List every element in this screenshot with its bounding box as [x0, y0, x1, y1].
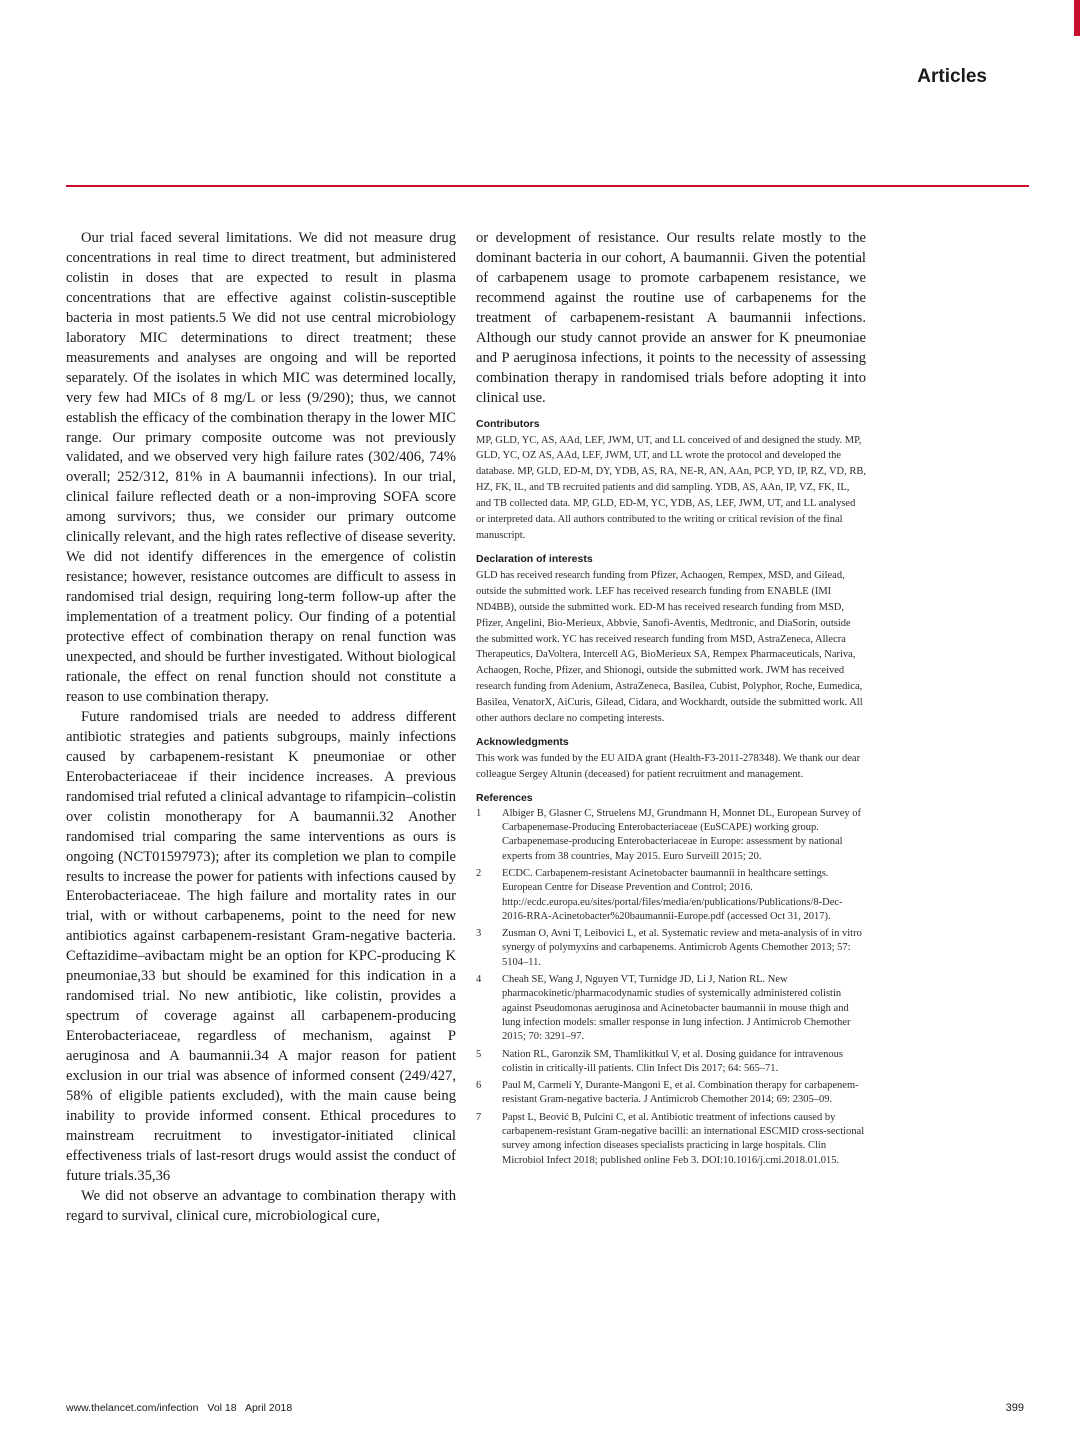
references-section — [476, 791, 866, 1168]
reference-text: Papst L, Beović B, Pulcini C, et al. Antibiotic treatment of infections caused by carbapenem-resistant Gram-negative bacilli: an international ESCMID cross-sectional survey among infection diseases specialists practicing in large hospitals. Clin Microbiol Infect 2018; published online Feb 3. DOI:10.1016/j.cmi.2018.01.015. — [502, 1111, 865, 1166]
reference-item — [476, 867, 866, 924]
reference-number: 2 — [476, 867, 482, 879]
reference-item — [476, 973, 866, 1044]
interests-heading: Declaration of interests — [476, 552, 593, 565]
references-heading: References — [476, 791, 533, 804]
interests-text: GLD has received research funding from Pfizer, Achaogen, Rempex, MSD, and Gilead, outside the submitted work. LEF has received research funding from ENABLE (IMI ND4BB), outside the submitted work. ED-M has received research funding from MSD, Pfizer, Angelini, Bio-Merieux, Abbvie, Sanofi-Aventis, Medtronic, and DiaSorin, outside the submitted work. YC has received research funding from MSD, AstraZeneca, Allecra Therapeutics, DaVoltera, Intercell AG, BioMerieux SA, Rempex Pharmaceuticals, Nariva, Achaogen, Roche, Pfizer, and Shionogi, outside the submitted work. JWM has received research funding from Adenium, AstraZeneca, Basilea, Cubist, Polyphor, Roche, Eumedica, Basilea, VenatorX, AiCuris, Gilead, Cidara, and Wockhardt, outside the submitted work. All other authors declare no competing interests. — [476, 569, 863, 725]
edge-marker — [1074, 0, 1080, 36]
reference-number: 1 — [476, 807, 482, 819]
paragraph-limitations: Our trial faced several limitations. We did not measure drug concentrations in real time to direct treatment, but administered colistin in doses that are expected to result in plasma concentrations that are effective against colistin-susceptible bacteria in most patients.5 We did not use central microbiology laboratory MIC determinations to direct treatment; these measurements and analyses are ongoing and will be reported separately. Of the isolates in which MIC was determined locally, very few had MICs of 8 mg/L or less (9/290); thus, we cannot establish the efficacy of the combination therapy in the lower MIC range. Our primary composite outcome was not previously validated, and we observed very high failure rates (302/406, 74% overall; 252/312, 81% in A baumannii infections). In our trial, clinical failure reflected death or a non-improving SOFA score among survivors; thus, we consider our primary outcome clinically relevant, and the high rates reflective of disease severity. We did not identify differences in the emergence of colistin resistance; however, resistance outcomes are difficult to assess in randomised trial design, requiring long-term follow-up after the implementation of a treatment policy. Our finding of a potential protective effect of combination therapy on renal function was unexpected, and should be further investigated. Without biological rationale, the effect on renal function should not constitute a reason to use combination therapy. — [66, 230, 456, 705]
reference-text: Nation RL, Garonzik SM, Thamlikitkul V, et al. Dosing guidance for intravenous colistin in critically-ill patients. Clin Infect Dis 2017; 64: 565–71. — [502, 1048, 843, 1074]
reference-item — [476, 927, 866, 970]
paragraph-conclusion-start: We did not observe an advantage to combination therapy with regard to survival, clinical cure, microbiological cure, — [66, 1187, 456, 1224]
section-label: Articles — [917, 66, 987, 87]
acknowledgments-section — [476, 735, 866, 783]
contributors-text: MP, GLD, YC, AS, AAd, LEF, JWM, UT, and LL conceived of and designed the study. MP, GLD, YC, OZ AS, AAd, LEF, JWM, UT, and LL wrote the protocol and developed the database. MP, GLD, ED-M, DY, YDB, AS, RA, NE-R, AN, AAn, PCP, YD, IP, RZ, VD, RB, HZ, FK, IL, and TB recruited patients and did sampling. YDB, AS, AAn, IP, VZ, FK, IL, and TB collected data. MP, GLD, ED-M, YC, YDB, AS, LEF, JWM, UT, and LL analysed or interpreted data. All authors contributed to the writing or critical revision of the final manuscript. — [476, 434, 866, 542]
right-column — [476, 229, 866, 1171]
header-rule — [66, 185, 1029, 187]
reference-item — [476, 1111, 866, 1168]
paragraph-future-trials: Future randomised trials are needed to address different antibiotic strategies and patients subgroups, mainly infections caused by carbapenem-resistant K pneumoniae or other Enterobacteriaceae if their incidence increases. A previous randomised trial refuted a clinical advantage to rifampicin–colistin over colistin monotherapy for A baumannii.32 Another randomised trial comparing the same interventions as ours is ongoing (NCT01597973); after its completion we plan to compile results to increase the power for patients with infections caused by Enterobacteriaceae. The high failure and mortality rates in our trial, with or without carbapenems, point to the need for new antibiotics against carbapenem-resistant Gram-negative bacteria. Ceftazidime–avibactam might be an option for KPC-producing K pneumoniae,33 but should be examined for this indication in a randomised trial. No new antibiotic, like colistin, provides a spectrum of coverage against all carbapenem-producing Enterobacteriaceae, regardless of mechanism, against P aeruginosa and A baumannii.34 A major reason for patient exclusion in our trial was absence of informed consent (249/427, 58% of eligible patients excluded), with the main cause being inability to provide informed consent. Ethical procedures to mainstream recruitment to investigator-initiated clinical effectiveness trials of last-resort drugs would assist the conduct of future trials.35,36 — [66, 708, 456, 1184]
reference-text: Cheah SE, Wang J, Nguyen VT, Turnidge JD, Li J, Nation RL. New pharmacokinetic/pharmacodynamic studies of systemically administered colistin against Pseudomonas aeruginosa and Acinetobacter baumannii in mouse thigh and lung infection models: smaller response in lung infection. J Antimicrob Chemother 2015; 70: 3291–97. — [502, 974, 851, 1043]
interests-section — [476, 552, 866, 727]
reference-item — [476, 1079, 866, 1108]
reference-number: 3 — [476, 928, 482, 940]
reference-text: Zusman O, Avni T, Leibovici L, et al. Systematic review and meta-analysis of in vitro synergy of polymyxins and carbapenems. Antimicrob Agents Chemother 2013; 57: 5104–11. — [502, 928, 862, 968]
contributors-heading: Contributors — [476, 417, 540, 430]
footer-citation — [66, 1402, 298, 1414]
reference-list — [476, 807, 866, 1168]
footer-url[interactable]: www.thelancet.com/infection — [66, 1402, 199, 1414]
reference-number: 5 — [476, 1048, 482, 1060]
reference-number: 6 — [476, 1080, 482, 1092]
reference-text: Albiger B, Glasner C, Struelens MJ, Grundmann H, Monnet DL, European Survey of Carbapenemase-Producing Enterobacteriaceae (EuSCAPE) working group. Carbapenemase-producing Enterobacteriaceae in Europe: assessment by national experts from 38 countries, May 2015. Euro Surveill 2015; 20. — [502, 807, 861, 862]
reference-number: 4 — [476, 974, 482, 986]
left-column — [66, 229, 456, 1227]
acknowledgments-text: This work was funded by the EU AIDA grant (Health-F3-2011-278348). We thank our dear colleague Sergey Altunin (deceased) for patient recruitment and management. — [476, 752, 861, 780]
contributors-section — [476, 417, 866, 544]
reference-item — [476, 807, 866, 864]
reference-text: ECDC. Carbapenem-resistant Acinetobacter baumannii in healthcare settings. European Centre for Disease Prevention and Control; 2016. http://ecdc.europa.eu/sites/portal/files/media/en/publications/Publications/8-Dec-2016-RRA-Acinetobacter%20baumannii-Europe.pdf (accessed Oct 31, 2017). — [502, 867, 843, 922]
acknowledgments-heading: Acknowledgments — [476, 735, 569, 748]
page-number: 399 — [1005, 1402, 1024, 1414]
reference-item — [476, 1048, 866, 1077]
reference-number: 7 — [476, 1111, 482, 1123]
reference-text: Paul M, Carmeli Y, Durante-Mangoni E, et al. Combination therapy for carbapenem-resistant Gram-negative bacteria. J Antimicrob Chemother 2014; 69: 2305–09. — [502, 1080, 859, 1106]
footer-volume: Vol 18 — [207, 1402, 237, 1414]
paragraph-conclusion-continued: or development of resistance. Our results relate mostly to the dominant bacteria in our cohort, A baumannii. Given the potential of carbapenem usage to promote carbapenem resistance, we recommend against the routine use of carbapenems for the treatment of carbapenem-resistant A baumannii infections. Although our study cannot provide an answer for K pneumoniae and P aeruginosa infections, it points to the necessity of assessing combination therapy in randomised trials before adopting it into clinical use. — [476, 230, 866, 406]
footer-date: April 2018 — [244, 1402, 293, 1414]
